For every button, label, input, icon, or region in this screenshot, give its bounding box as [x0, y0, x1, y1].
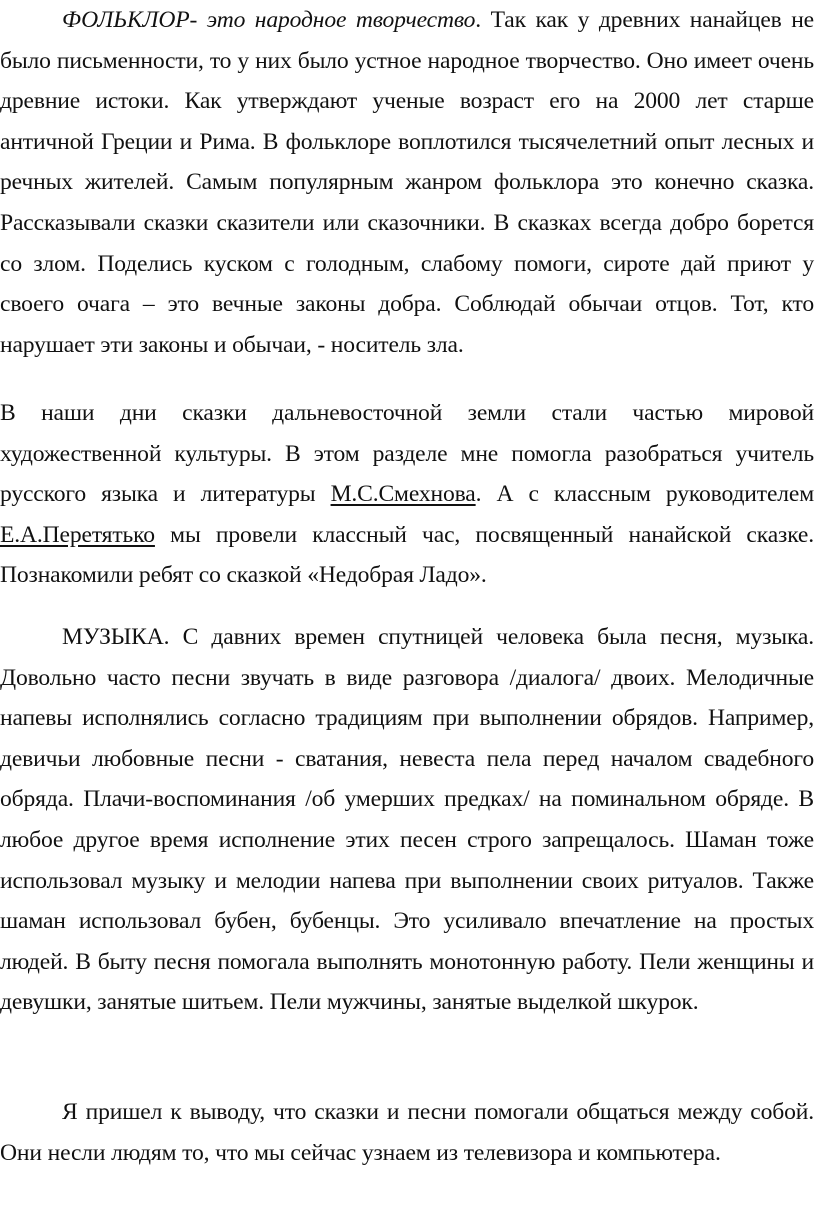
paragraph-fairy-tales [0, 393, 814, 596]
paragraph-conclusion: Я пришел к выводу, что сказки и песни помогали общаться между собой. Они несли людям то, что мы сейчас узнаем из телевизора и компьютера. [0, 1099, 814, 1166]
folklore-text: . Так как у древних нанайцев не было письменности, то у них было устное народное творчество. Оно имеет очень древние истоки. Как утверждают ученые возраст его на 2000 лет старше античной Греции и Рима. В фольклоре воплотился тысячелетний опыт лесных и речных жителей. Самым популярным жанром фольклора это конечно сказка. Рассказывали сказки сказители или сказочники. В сказках всегда добро борется со злом. Поделись куском с голодным, слабому помоги, сироте дай приют у своего очага – это вечные законы добра. Соблюдай обычаи отцов. Тот, кто нарушает эти законы и обычаи, - носитель зла. [0, 7, 815, 358]
paragraph-folklore [0, 0, 814, 365]
paragraph-music: МУЗЫКА. С давних времен спутницей человека была песня, музыка. Довольно часто песни звучать в виде разговора /диалога/ двоих. Мелодичные напевы исполнялись согласно традициям при выполнении обрядов. Например, девичьи любовные песни - сватания, невеста пела перед началом свадебного обряда. Плачи-воспоминания /об умерших предках/ на поминальном обряде. В любое другое время исполнение этих песен строго запрещалось. Шаман тоже использовал музыку и мелодии напева при выполнении своих ритуалов. Также шаман использовал бубен, бубенцы. Это усиливало впечатление на простых людей. В быту песня помогала выполнять монотонную работу. Пели женщины и девушки, занятые шитьем. Пели мужчины, занятые выделкой шкурок. [0, 624, 814, 1016]
teacher-name: М.С.Смехнова [330, 481, 476, 508]
fairy-tales-text-2: . А с классным руководителем [475, 481, 814, 508]
fairy-tales-text-1: В наши дни сказки дальневосточной земли стали частью мировой художественной культуры. В этом разделе мне помогла разобраться учитель русского языка и литературы [0, 400, 814, 508]
fairy-tales-text-3: мы провели классный час, посвященный нанайской сказке. Познакомили ребят со сказкой «Недобрая Ладо». [0, 521, 814, 589]
folklore-definition: ФОЛЬКЛОР- это народное творчество [62, 7, 476, 33]
class-teacher-name: Е.А.Перетятько [0, 521, 155, 548]
